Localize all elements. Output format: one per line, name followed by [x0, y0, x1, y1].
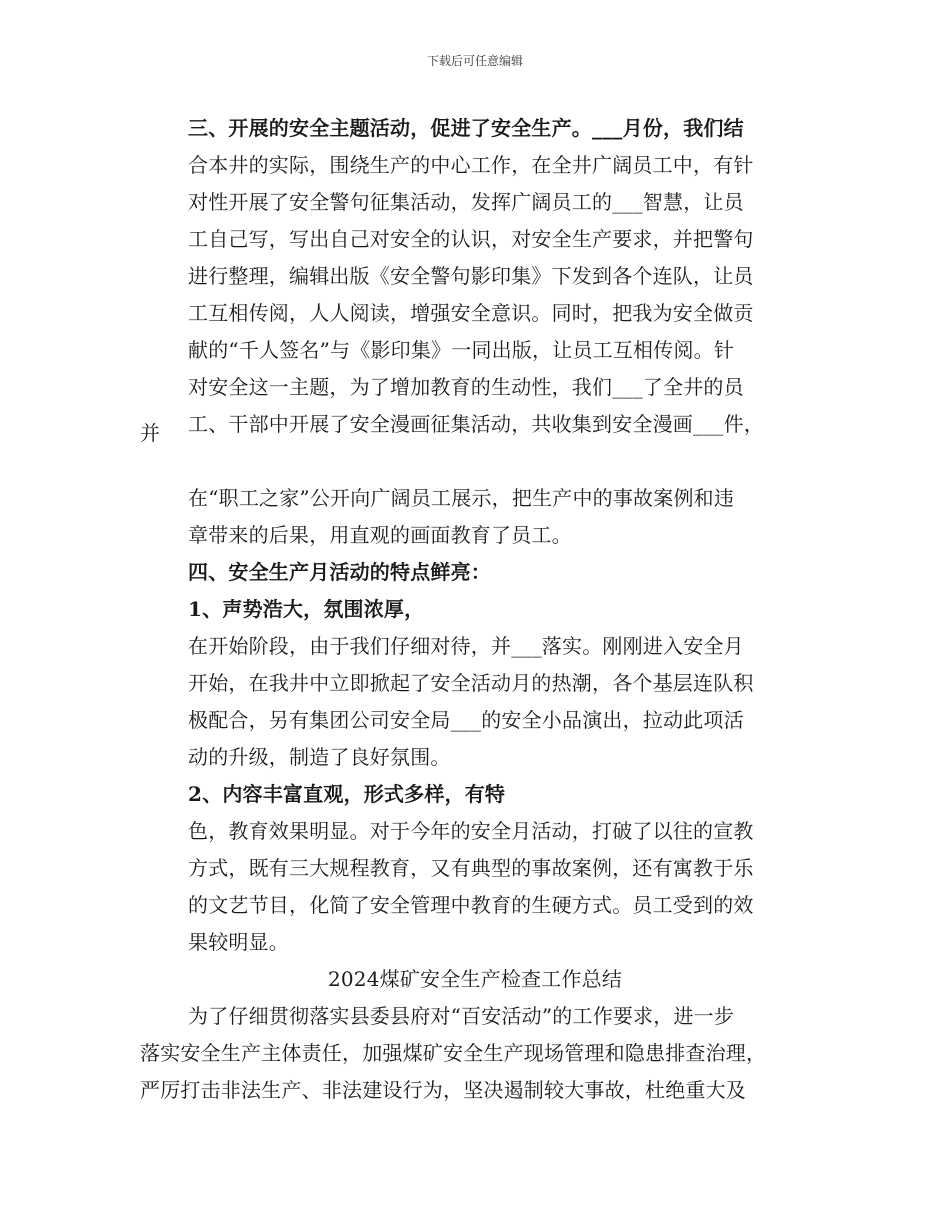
paragraph-line: 工自己写，写出自己对安全的认识，对安全生产要求，并把警句	[188, 227, 754, 251]
paragraph-line: 对安全这一主题，为了增加教育的生动性，我们___了全井的员	[188, 375, 744, 399]
article-title: 2024煤矿安全生产检查工作总结	[327, 967, 623, 991]
paragraph-line: 色，教育效果明显。对于今年的安全月活动，打破了以往的宣教	[188, 819, 754, 843]
paragraph-line: 在“职工之家”公开向广阔员工展示，把生产中的事故案例和违	[188, 486, 735, 510]
paragraph-line: 的文艺节目，化简了安全管理中教育的生硬方式。员工受到的效	[188, 893, 754, 917]
paragraph-line: 章带来的后果，用直观的画面教育了员工。	[188, 523, 572, 547]
subsection-1-heading: 1、声势浩大，氛围浓厚，	[188, 597, 425, 621]
paragraph-line: 开始，在我井中立即掀起了安全活动月的热潮，各个基层连队积	[188, 671, 754, 695]
paragraph-line: 合本井的实际，围绕生产的中心工作，在全井广阔员工中，有针	[188, 153, 754, 177]
paragraph-line: 为了仔细贯彻落实县委县府对“百安活动”的工作要求，进一步	[188, 1004, 735, 1028]
paragraph-line: 进行整理，编辑出版《安全警句影印集》下发到各个连队，让员	[188, 264, 754, 288]
paragraph-line: 果较明显。	[188, 930, 289, 954]
paragraph-line: 极配合，另有集团公司安全局___的安全小品演出，拉动此项活	[188, 708, 744, 732]
paragraph-line: 对性开展了安全警句征集活动，发挥广阔员工的___智慧，让员	[188, 190, 744, 214]
page-header: 下载后可任意编辑	[426, 54, 523, 68]
paragraph-line: 工、干部中开展了安全漫画征集活动，共收集到安全漫画___件，	[188, 412, 764, 436]
paragraph-line: 工互相传阅，人人阅读，增强安全意识。同时，把我为安全做贡	[188, 301, 754, 325]
paragraph-line: 在开始阶段，由于我们仔细对待，并___落实。刚刚进入安全月	[188, 634, 744, 658]
paragraph-line: 方式，既有三大规程教育，又有典型的事故案例，还有寓教于乐	[188, 856, 754, 880]
paragraph-line: 严厉打击非法生产、非法建设行为，坚决遏制较大事故，杜绝重大及	[140, 1078, 746, 1102]
paragraph-line: 献的“千人签名”与《影印集》一同出版，让员工互相传阅。针	[188, 338, 735, 362]
subsection-2-heading: 2、内容丰富直观，形式多样，有特	[188, 782, 506, 806]
section-4-heading: 四、安全生产月活动的特点鲜亮：	[188, 560, 491, 584]
section-3-heading: 三、开展的安全主题活动，促进了安全生产。___月份，我们结	[188, 116, 744, 140]
paragraph-line: 动的升级，制造了良好氛围。	[188, 745, 451, 769]
paragraph-line: 并	[140, 421, 161, 445]
paragraph-line: 落实安全生产主体责任，加强煤矿安全生产现场管理和隐患排查治理，	[140, 1041, 767, 1065]
